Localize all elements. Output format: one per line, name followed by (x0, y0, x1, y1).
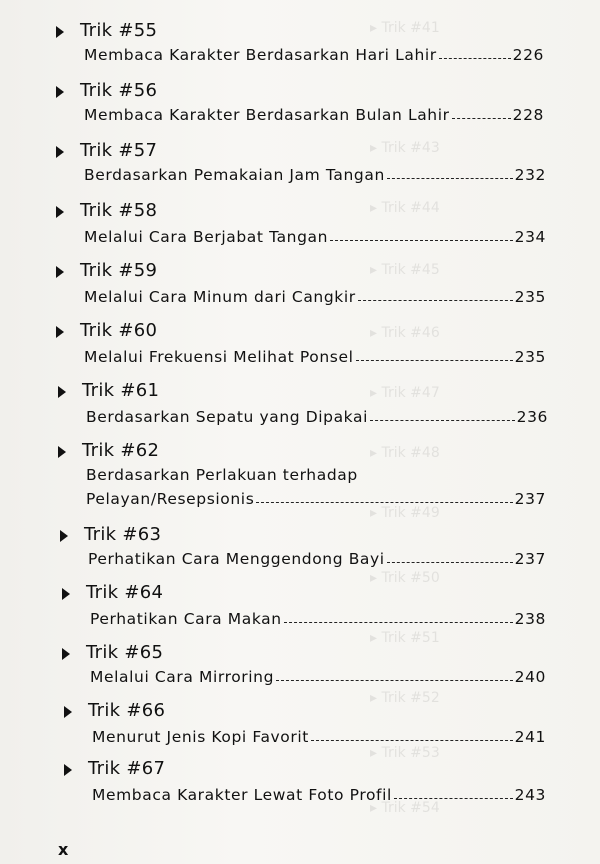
bullet-triangle-icon (64, 706, 72, 718)
page-ref: 238 (514, 610, 546, 628)
page-number: x (58, 840, 69, 859)
entry-title: Melalui Cara Berjabat Tangan (84, 228, 329, 246)
toc-line (84, 106, 544, 124)
entry-title: Berdasarkan Sepatu yang Dipakai (86, 408, 368, 426)
dot-leader (394, 798, 513, 799)
toc-line (84, 288, 546, 306)
page-ref: 235 (514, 348, 546, 366)
entry-title: Membaca Karakter Berdasarkan Bulan Lahir (84, 106, 450, 124)
dot-leader (311, 740, 513, 741)
page-ref: 236 (516, 408, 548, 426)
dot-leader (387, 562, 513, 563)
bullet-triangle-icon (62, 588, 70, 600)
entry-title: Melalui Cara Minum dari Cangkir (84, 288, 356, 306)
trick-number: Trik #57 (80, 140, 158, 161)
bullet-triangle-icon (56, 206, 64, 218)
toc-line (92, 786, 546, 804)
page-ref: 228 (512, 106, 544, 124)
page-ref: 234 (514, 228, 546, 246)
trick-number: Trik #55 (80, 20, 158, 41)
dot-leader (370, 420, 515, 421)
page-ref: 232 (514, 166, 546, 184)
entry-title: Perhatikan Cara Menggendong Bayi (88, 550, 385, 568)
dot-leader (330, 240, 513, 241)
bullet-triangle-icon (60, 530, 68, 542)
page-ref: 237 (514, 550, 546, 568)
entry-title: Membaca Karakter Berdasarkan Hari Lahir (84, 46, 437, 64)
bullet-triangle-icon (56, 26, 64, 38)
toc-line (90, 610, 546, 628)
trick-number: Trik #56 (80, 80, 158, 101)
bullet-triangle-icon (56, 266, 64, 278)
entry-title: Membaca Karakter Lewat Foto Profil (92, 786, 392, 804)
bullet-triangle-icon (58, 446, 66, 458)
bullet-triangle-icon (58, 386, 66, 398)
toc-line (90, 668, 546, 686)
dot-leader (356, 360, 513, 361)
page-ref: 237 (514, 490, 546, 508)
trick-number: Trik #67 (88, 758, 166, 779)
trick-number: Trik #62 (82, 440, 160, 461)
toc-line (88, 550, 546, 568)
dot-leader (439, 58, 511, 59)
entry-title-cont: Pelayan/Resepsionis (86, 490, 255, 508)
toc-line (84, 348, 546, 366)
bullet-triangle-icon (62, 648, 70, 660)
entry-title: Melalui Cara Mirroring (90, 668, 275, 686)
bullet-triangle-icon (56, 86, 64, 98)
toc-line (86, 490, 546, 508)
page-ref: 241 (514, 728, 546, 746)
toc-line (84, 228, 546, 246)
page-ref: 240 (514, 668, 546, 686)
entry-title: Melalui Frekuensi Melihat Ponsel (84, 348, 354, 366)
toc-line (84, 166, 546, 184)
dot-leader (358, 300, 513, 301)
trick-number: Trik #64 (86, 582, 164, 603)
trick-number: Trik #60 (80, 320, 158, 341)
dot-leader (256, 502, 512, 503)
page-ref: 235 (514, 288, 546, 306)
trick-number: Trik #59 (80, 260, 158, 281)
trick-number: Trik #65 (86, 642, 164, 663)
dot-leader (284, 622, 513, 623)
toc-line (84, 46, 544, 64)
entry-title: Menurut Jenis Kopi Favorit (92, 728, 309, 746)
dot-leader (276, 680, 513, 681)
toc-line (86, 466, 358, 484)
trick-number: Trik #58 (80, 200, 158, 221)
trick-number: Trik #63 (84, 524, 162, 545)
dot-leader (452, 118, 511, 119)
bullet-triangle-icon (56, 326, 64, 338)
bleed-through-text: ▸ Trik #41 ▸ Trik #43 ▸ Trik #44 ▸ Trik #45 ▸ Trik #46 ▸ Trik #47 ▸ Trik #48 ▸ Trik #49 ▸ Trik #50 ▸ Trik #51 ▸ Trik #52 ▸ Trik #53 ▸ Trik #54 (370, 20, 440, 816)
entry-title: Perhatikan Cara Makan (90, 610, 282, 628)
entry-title: Berdasarkan Perlakuan terhadap (86, 466, 358, 484)
entry-title: Berdasarkan Pemakaian Jam Tangan (84, 166, 385, 184)
page-ref: 226 (512, 46, 544, 64)
page-ref: 243 (514, 786, 546, 804)
trick-number: Trik #61 (82, 380, 160, 401)
toc-line (86, 408, 548, 426)
dot-leader (387, 178, 513, 179)
bullet-triangle-icon (64, 764, 72, 776)
trick-number: Trik #66 (88, 700, 166, 721)
bullet-triangle-icon (56, 146, 64, 158)
toc-line (92, 728, 546, 746)
